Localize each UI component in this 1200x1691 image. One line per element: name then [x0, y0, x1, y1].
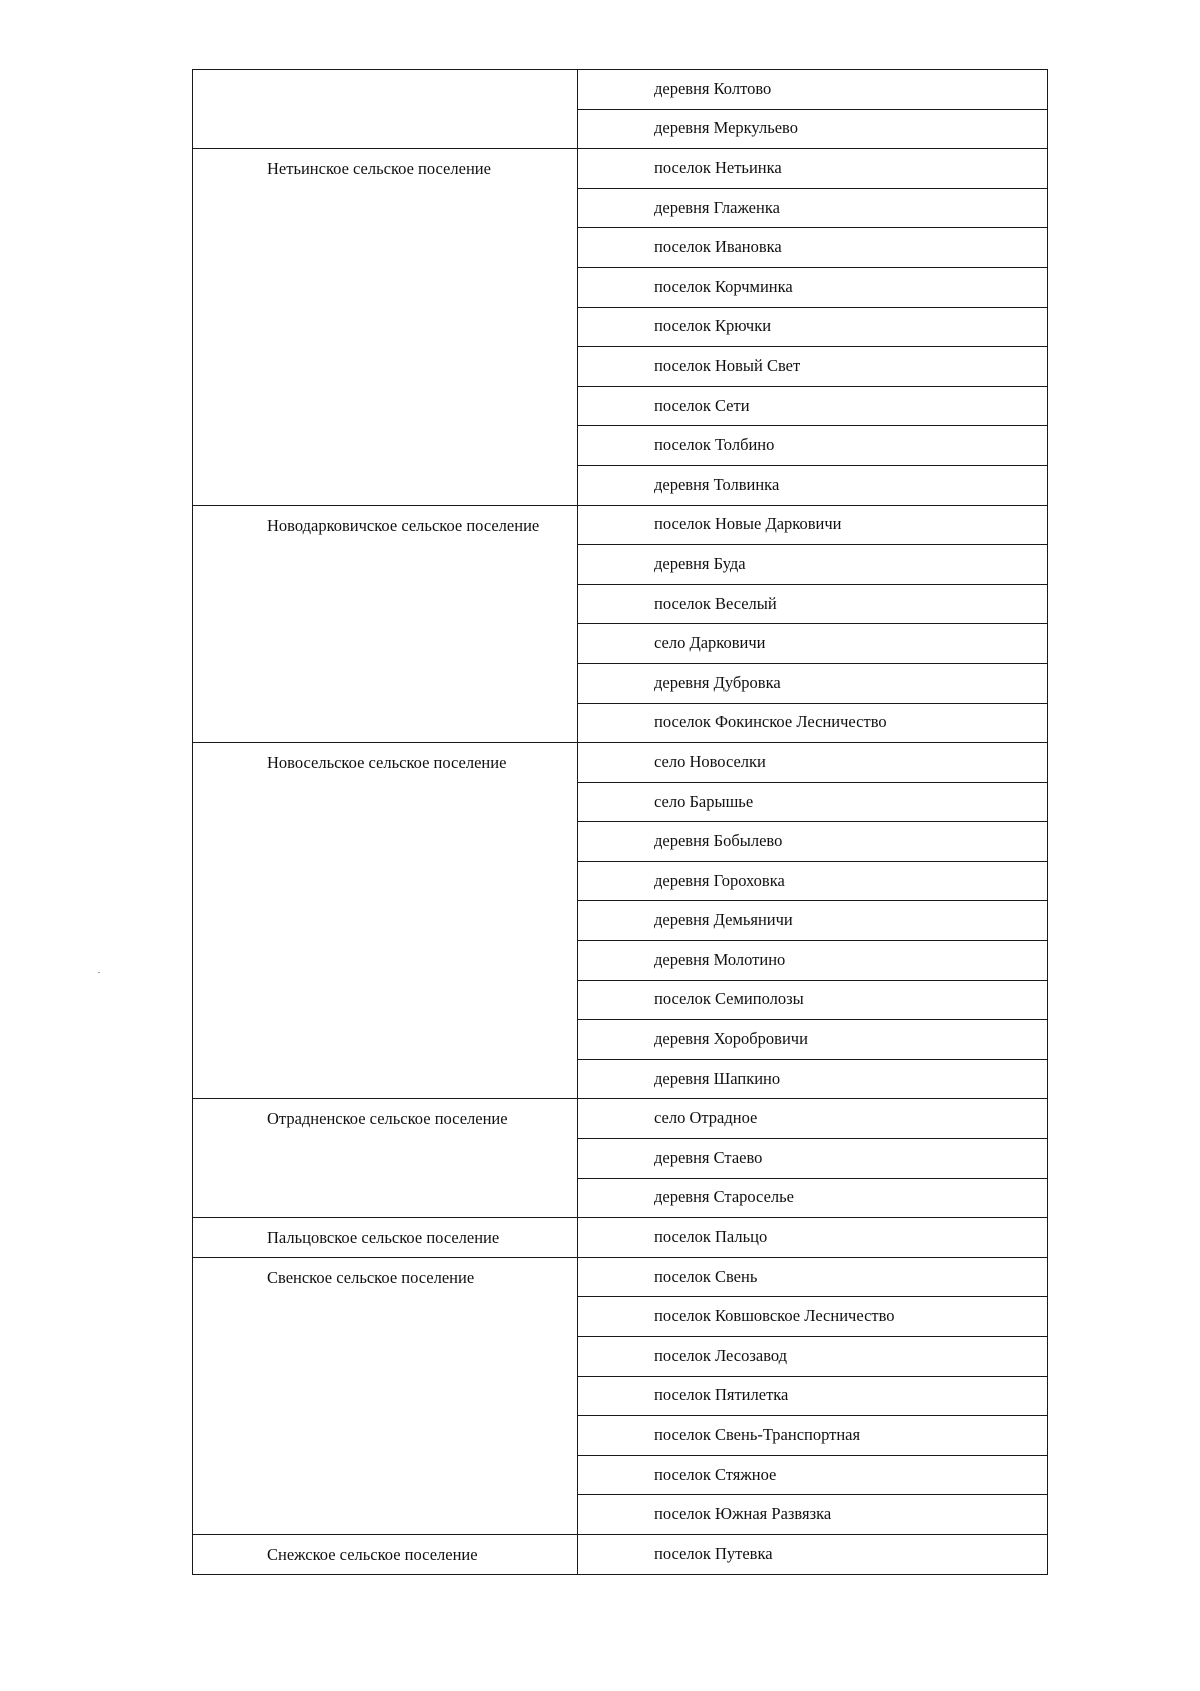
locality-cell: поселок Фокинское Лесничество — [578, 703, 1048, 743]
settlement-name-cell: Нетьинское сельское поселение — [193, 149, 578, 505]
settlement-name-cell: Отрадненское сельское поселение — [193, 1099, 578, 1218]
locality-cell: село Отрадное — [578, 1099, 1048, 1139]
settlements-table-body — [193, 70, 1048, 1575]
locality-cell: деревня Демьяничи — [578, 901, 1048, 941]
locality-cell: деревня Гороховка — [578, 861, 1048, 901]
locality-cell: деревня Хоробровичи — [578, 1020, 1048, 1060]
locality-cell: поселок Свень — [578, 1257, 1048, 1297]
locality-cell: поселок Толбино — [578, 426, 1048, 466]
settlements-table — [192, 69, 1048, 1575]
locality-cell: поселок Южная Развязка — [578, 1495, 1048, 1535]
locality-cell: село Барышье — [578, 782, 1048, 822]
locality-cell: деревня Меркульево — [578, 109, 1048, 149]
locality-cell: деревня Шапкино — [578, 1059, 1048, 1099]
locality-cell: поселок Лесозавод — [578, 1337, 1048, 1377]
locality-cell: поселок Ивановка — [578, 228, 1048, 268]
locality-cell: деревня Молотино — [578, 941, 1048, 981]
settlement-name-cell: Свенское сельское поселение — [193, 1257, 578, 1534]
locality-cell: поселок Крючки — [578, 307, 1048, 347]
locality-cell: деревня Дубровка — [578, 663, 1048, 703]
table-row — [193, 1257, 1048, 1297]
table-row — [193, 505, 1048, 545]
locality-cell: село Дарковичи — [578, 624, 1048, 664]
locality-cell: поселок Пальцо — [578, 1218, 1048, 1258]
locality-cell: деревня Буда — [578, 545, 1048, 585]
settlement-name-cell — [193, 70, 578, 149]
table-row — [193, 70, 1048, 110]
table-row — [193, 1099, 1048, 1139]
locality-cell: поселок Новые Дарковичи — [578, 505, 1048, 545]
table-row — [193, 743, 1048, 783]
locality-cell: поселок Сети — [578, 386, 1048, 426]
locality-cell: поселок Корчминка — [578, 267, 1048, 307]
locality-cell: деревня Глаженка — [578, 188, 1048, 228]
settlement-name-cell: Новосельское сельское поселение — [193, 743, 578, 1099]
locality-cell: поселок Стяжное — [578, 1455, 1048, 1495]
settlement-name-cell: Новодарковичское сельское поселение — [193, 505, 578, 743]
settlement-name-cell: Снежское сельское поселение — [193, 1534, 578, 1574]
locality-cell: поселок Новый Свет — [578, 347, 1048, 387]
locality-cell: село Новоселки — [578, 743, 1048, 783]
table-row — [193, 149, 1048, 189]
locality-cell: поселок Ковшовское Лесничество — [578, 1297, 1048, 1337]
table-row — [193, 1218, 1048, 1258]
locality-cell: деревня Колтово — [578, 70, 1048, 110]
locality-cell: поселок Семиполозы — [578, 980, 1048, 1020]
scan-speck — [98, 972, 100, 973]
locality-cell: деревня Бобылево — [578, 822, 1048, 862]
locality-cell: деревня Староселье — [578, 1178, 1048, 1218]
locality-cell: поселок Пятилетка — [578, 1376, 1048, 1416]
locality-cell: поселок Веселый — [578, 584, 1048, 624]
locality-cell: деревня Толвинка — [578, 465, 1048, 505]
locality-cell: поселок Свень-Транспортная — [578, 1416, 1048, 1456]
locality-cell: деревня Стаево — [578, 1139, 1048, 1179]
settlement-name-cell: Пальцовское сельское поселение — [193, 1218, 578, 1258]
table-row — [193, 1534, 1048, 1574]
locality-cell: поселок Нетьинка — [578, 149, 1048, 189]
locality-cell: поселок Путевка — [578, 1534, 1048, 1574]
